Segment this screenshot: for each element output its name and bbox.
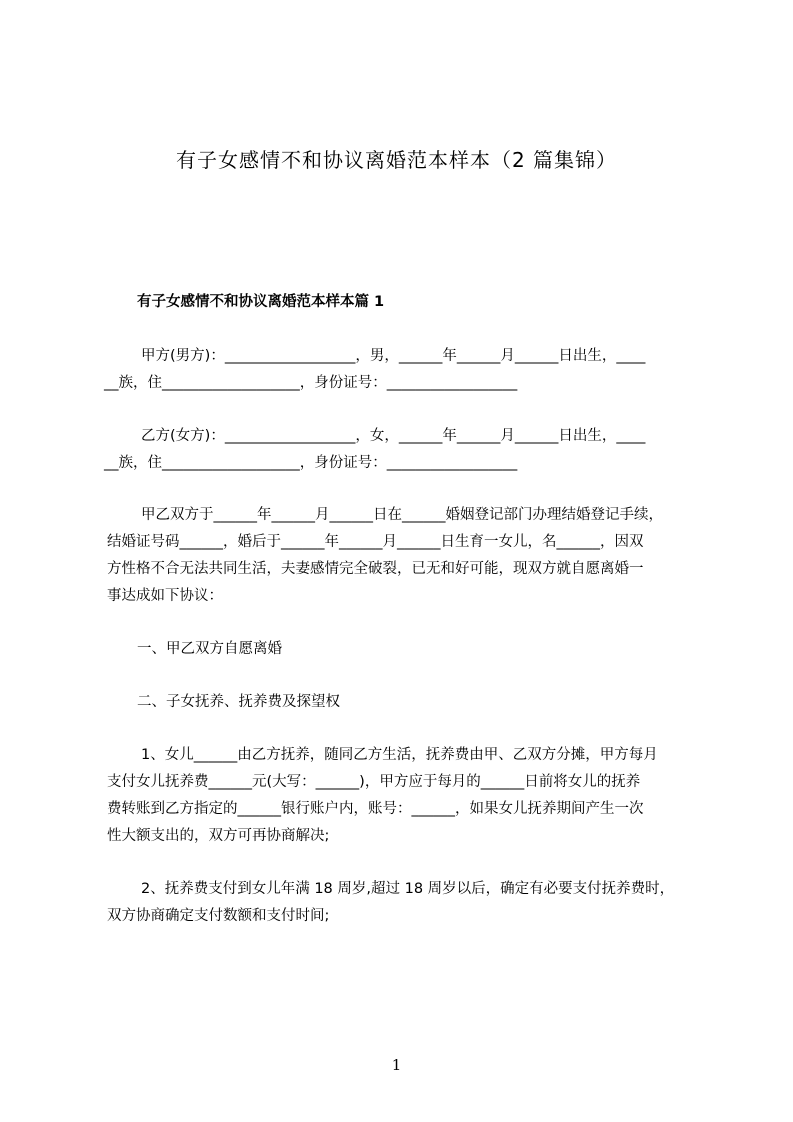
intro-line-3: 方性格不合无法共同生活，夫妻感情完全破裂，已无和好可能，现双方就自愿离婚一 xyxy=(107,561,644,577)
party-a-line-1: 甲方(男方)：__________________，男，______年______月______日出生，____ xyxy=(141,348,646,364)
document-title: 有子女感情不和协议离婚范本样本（2 篇集锦） xyxy=(175,148,618,172)
clause-1-line-1: 1、女儿______由乙方抚养，随同乙方生活，抚养费由甲、乙双方分摊，甲方每月 xyxy=(141,747,658,763)
section-heading: 有子女感情不和协议离婚范本样本篇 1 xyxy=(137,294,385,310)
clause-2-line-2: 双方协商确定支付数额和支付时间; xyxy=(107,908,330,924)
intro-line-1: 甲乙双方于______年______月______日在______婚姻登记部门办理结婚登记手续， xyxy=(141,507,663,523)
article-1: 一、甲乙双方自愿离婚 xyxy=(137,641,282,657)
clause-2-line-1: 2、抚养费支付到女儿年满 18 周岁,超过 18 周岁以后，确定有必要支付抚养费时， xyxy=(141,881,675,897)
intro-line-2: 结婚证号码______，婚后于______年______月______日生育一女儿，名______，因双 xyxy=(107,534,644,550)
party-a-line-2: __族，住___________________，身份证号：__________________ xyxy=(104,375,518,391)
clause-1-line-2: 支付女儿抚养费______元(大写：______)，甲方应于每月的______日前将女儿的抚养 xyxy=(107,774,641,790)
page-number: 1 xyxy=(391,1056,402,1074)
party-b-line-2: __族，住___________________，身份证号：__________________ xyxy=(104,455,518,471)
party-b-line-1: 乙方(女方)：__________________，女，______年______月______日出生，____ xyxy=(141,428,646,444)
clause-1-line-4: 性大额支出的，双方可再协商解决; xyxy=(107,828,330,844)
intro-line-4: 事达成如下协议： xyxy=(107,588,223,604)
clause-1-line-3: 费转账到乙方指定的______银行账户内，账号：______，如果女儿抚养期间产生一次 xyxy=(107,801,644,817)
article-2: 二、子女抚养、抚养费及探望权 xyxy=(137,694,340,710)
